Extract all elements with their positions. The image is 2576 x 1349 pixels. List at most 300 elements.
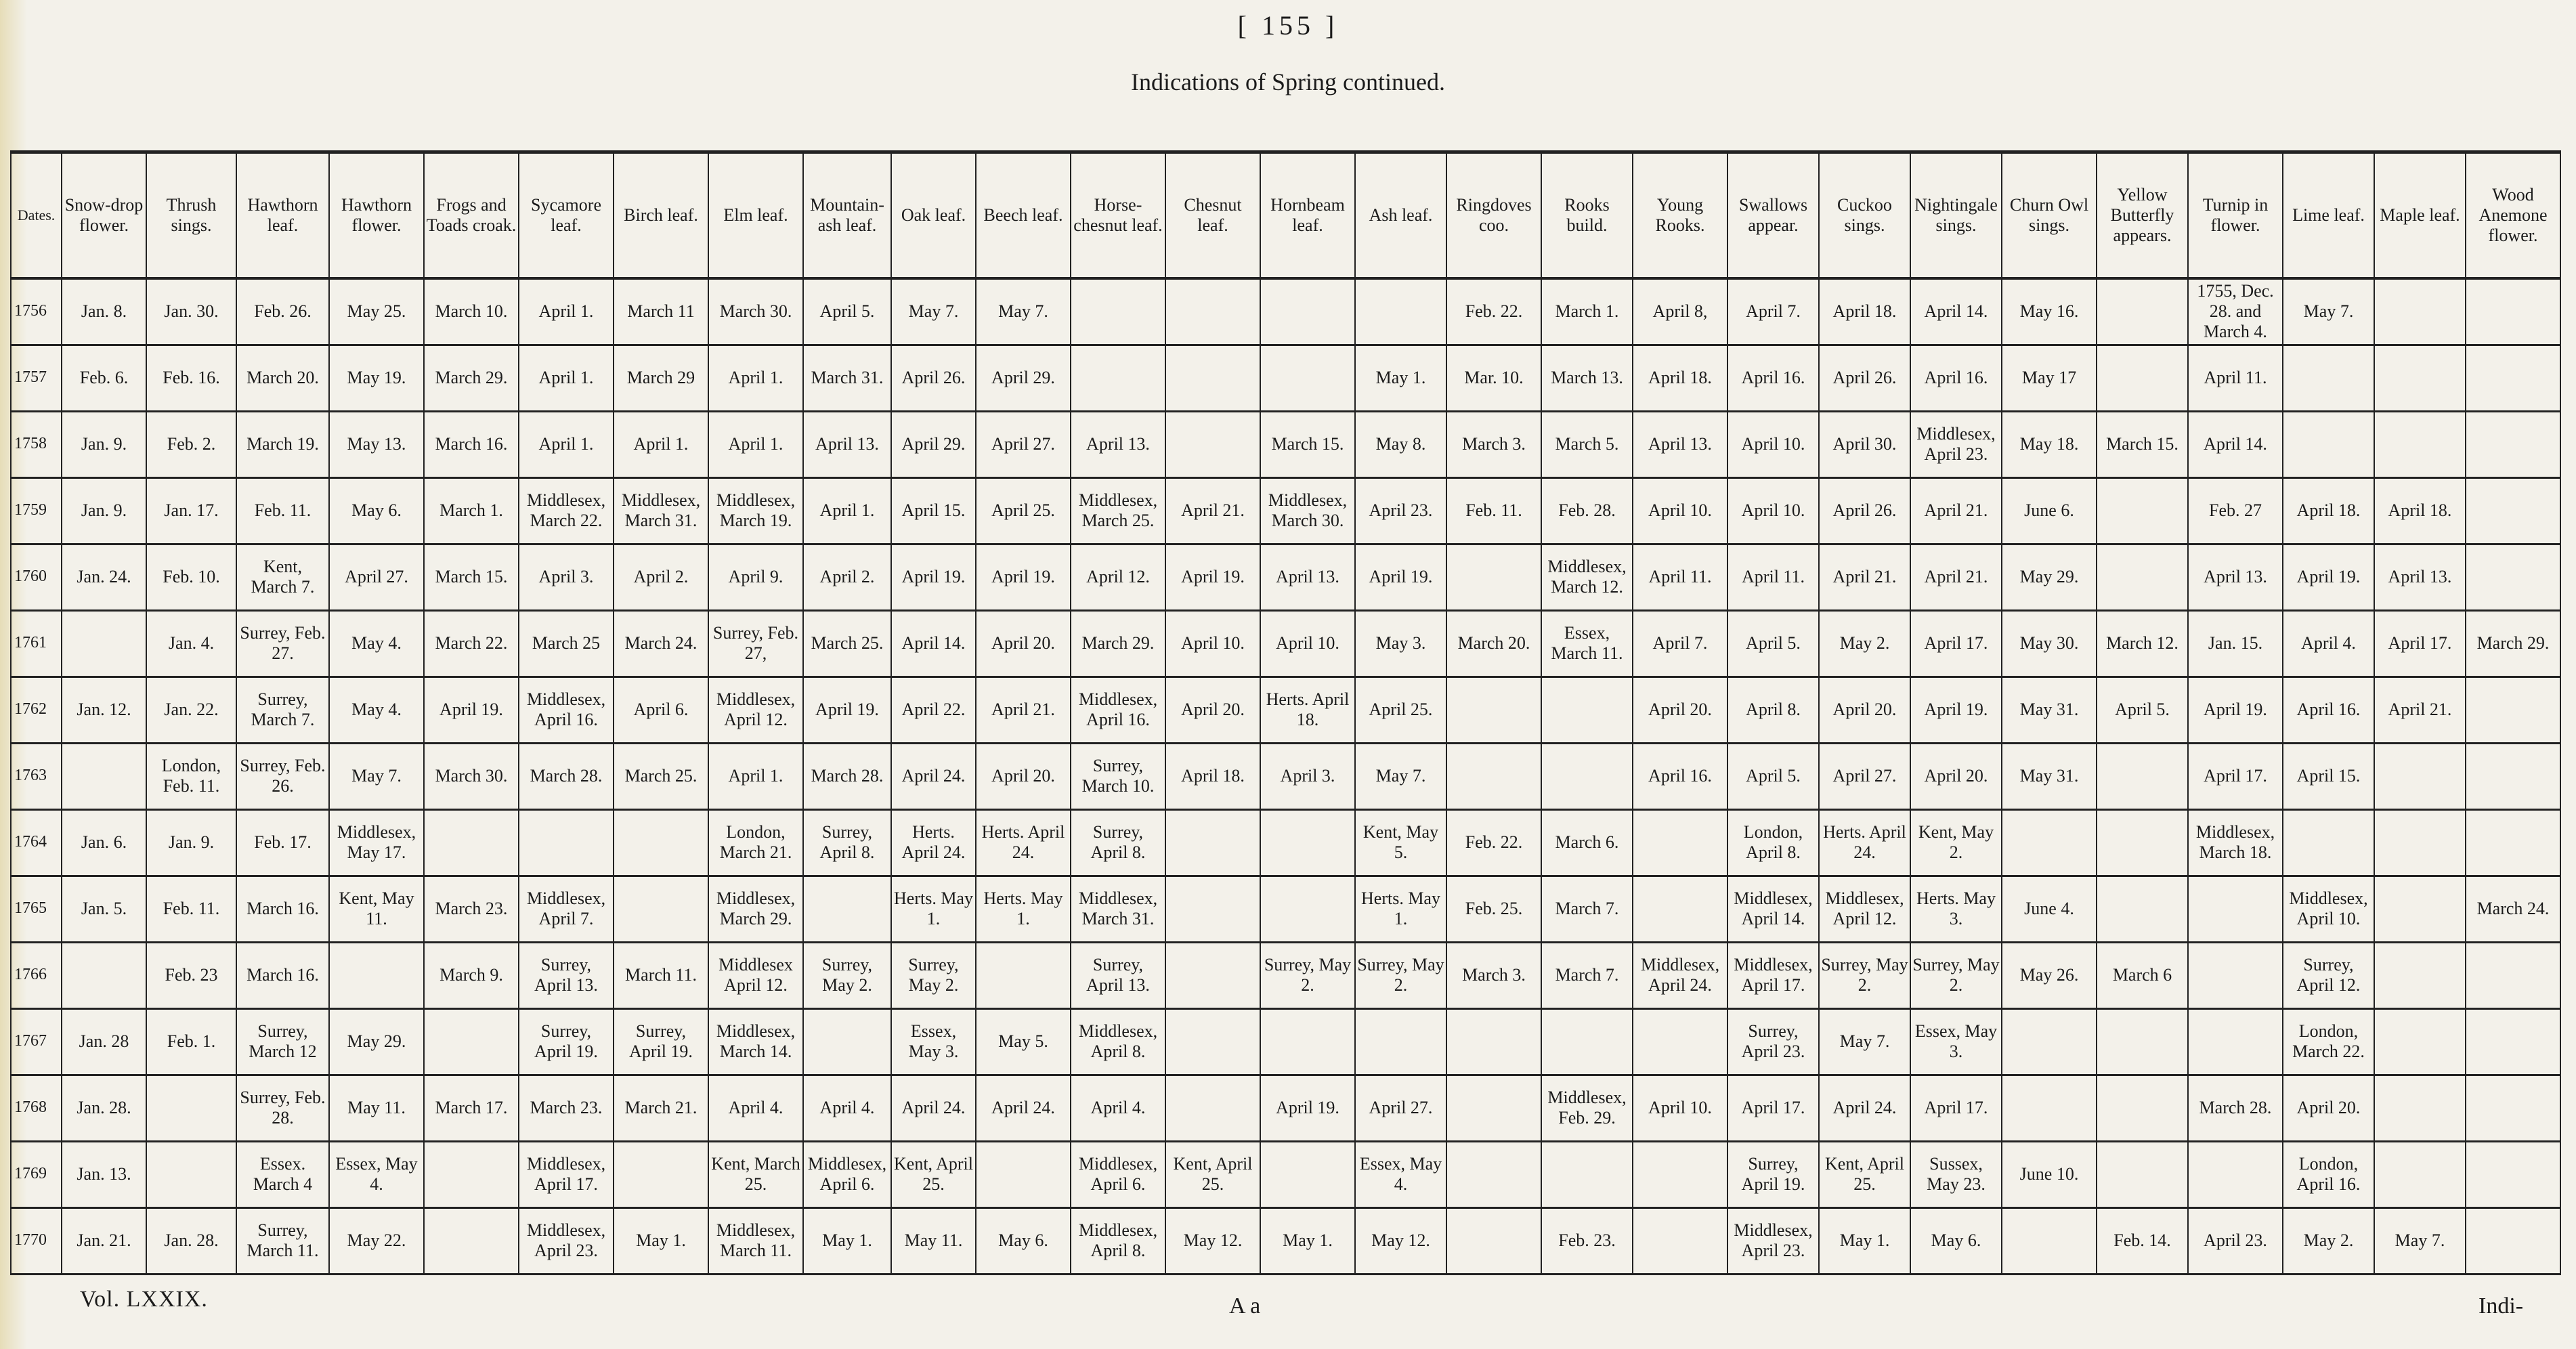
- date-cell: Feb. 11.: [146, 876, 236, 942]
- date-cell: May 25.: [329, 278, 424, 345]
- date-cell: March 17.: [424, 1075, 519, 1141]
- date-cell: April 8.: [1727, 677, 1819, 743]
- date-cell: [1541, 743, 1633, 809]
- date-cell: [2097, 1075, 2188, 1141]
- date-cell: April 11.: [1633, 544, 1727, 610]
- year-cell: 1766: [11, 942, 62, 1008]
- date-cell: Kent, April 25.: [1819, 1141, 1910, 1207]
- date-cell: March 29.: [424, 345, 519, 411]
- date-cell: May 2.: [2283, 1207, 2374, 1274]
- date-cell: May 13.: [329, 411, 424, 477]
- date-cell: March 30.: [424, 743, 519, 809]
- date-cell: Middlesex, March 14.: [708, 1008, 803, 1075]
- date-cell: April 4.: [708, 1075, 803, 1141]
- date-cell: May 5.: [976, 1008, 1071, 1075]
- date-cell: [976, 1141, 1071, 1207]
- date-cell: April 1.: [708, 345, 803, 411]
- date-cell: Jan. 9.: [146, 809, 236, 876]
- date-cell: [1260, 876, 1355, 942]
- date-cell: March 31.: [803, 345, 891, 411]
- date-cell: Sussex, May 23.: [1910, 1141, 2002, 1207]
- date-cell: [424, 1207, 519, 1274]
- date-cell: April 1.: [803, 477, 891, 544]
- date-cell: Kent, March 7.: [236, 544, 329, 610]
- date-cell: March 12.: [2097, 610, 2188, 677]
- date-cell: May 3.: [1355, 610, 1446, 677]
- date-cell: April 24.: [1819, 1075, 1910, 1141]
- date-cell: March 5.: [1541, 411, 1633, 477]
- date-cell: April 10.: [1165, 610, 1260, 677]
- date-cell: April 5.: [1727, 610, 1819, 677]
- date-cell: March 23.: [424, 876, 519, 942]
- date-cell: [1541, 1008, 1633, 1075]
- date-cell: April 7.: [1727, 278, 1819, 345]
- date-cell: Surrey, May 2.: [1355, 942, 1446, 1008]
- column-header: Oak leaf.: [891, 152, 976, 279]
- date-cell: April 5.: [2097, 677, 2188, 743]
- date-cell: April 25.: [1355, 677, 1446, 743]
- column-header: Churn Owl sings.: [2002, 152, 2097, 279]
- date-cell: Essex, May 3.: [891, 1008, 976, 1075]
- date-cell: April 17.: [2188, 743, 2283, 809]
- date-cell: March 28.: [803, 743, 891, 809]
- date-cell: [1260, 809, 1355, 876]
- date-cell: Jan. 4.: [146, 610, 236, 677]
- date-cell: Middlesex, April 8.: [1071, 1008, 1165, 1075]
- date-cell: April 24.: [976, 1075, 1071, 1141]
- date-cell: March 15.: [2097, 411, 2188, 477]
- date-cell: April 20.: [1165, 677, 1260, 743]
- date-cell: Herts. April 24.: [976, 809, 1071, 876]
- date-cell: [519, 809, 614, 876]
- date-cell: May 2.: [1819, 610, 1910, 677]
- date-cell: [146, 1075, 236, 1141]
- date-cell: April 11.: [1727, 544, 1819, 610]
- date-cell: [2374, 942, 2466, 1008]
- date-cell: [1165, 1075, 1260, 1141]
- date-cell: April 27.: [1355, 1075, 1446, 1141]
- date-cell: March 25: [519, 610, 614, 677]
- date-cell: [2374, 743, 2466, 809]
- date-cell: March 28.: [2188, 1075, 2283, 1141]
- date-cell: May 31.: [2002, 677, 2097, 743]
- column-header: Rooks build.: [1541, 152, 1633, 279]
- date-cell: April 10.: [1727, 411, 1819, 477]
- date-cell: April 20.: [2283, 1075, 2374, 1141]
- date-cell: April 1.: [519, 411, 614, 477]
- page-title: Indications of Spring continued.: [1131, 68, 1445, 95]
- date-cell: Feb. 16.: [146, 345, 236, 411]
- date-cell: March 30.: [708, 278, 803, 345]
- date-cell: Surrey, April 13.: [519, 942, 614, 1008]
- date-cell: June 10.: [2002, 1141, 2097, 1207]
- date-cell: March 15.: [424, 544, 519, 610]
- column-header: Swallows appear.: [1727, 152, 1819, 279]
- column-header: Lime leaf.: [2283, 152, 2374, 279]
- date-cell: March 22.: [424, 610, 519, 677]
- date-cell: Middlesex, April 17.: [519, 1141, 614, 1207]
- date-cell: April 16.: [1910, 345, 2002, 411]
- date-cell: [2002, 1008, 2097, 1075]
- date-cell: May 7.: [976, 278, 1071, 345]
- table-row: [11, 677, 2560, 743]
- date-cell: April 14.: [1910, 278, 2002, 345]
- date-cell: Jan. 15.: [2188, 610, 2283, 677]
- date-cell: March 16.: [236, 876, 329, 942]
- date-cell: May 12.: [1355, 1207, 1446, 1274]
- date-cell: May 6.: [976, 1207, 1071, 1274]
- date-cell: Essex. March 4: [236, 1141, 329, 1207]
- date-cell: April 18.: [2374, 477, 2466, 544]
- date-cell: [2188, 876, 2283, 942]
- table-header-row: [11, 152, 2560, 279]
- date-cell: April 10.: [1260, 610, 1355, 677]
- date-cell: [2374, 1008, 2466, 1075]
- date-cell: Middlesex, April 12.: [1819, 876, 1910, 942]
- date-cell: April 13.: [2188, 544, 2283, 610]
- date-cell: Feb. 27: [2188, 477, 2283, 544]
- date-cell: Middlesex, March 31.: [1071, 876, 1165, 942]
- date-cell: Jan. 30.: [146, 278, 236, 345]
- date-cell: London, Feb. 11.: [146, 743, 236, 809]
- date-cell: April 14.: [891, 610, 976, 677]
- column-header: Hornbeam leaf.: [1260, 152, 1355, 279]
- date-cell: [2188, 942, 2283, 1008]
- date-cell: March 25.: [803, 610, 891, 677]
- date-cell: March 6: [2097, 942, 2188, 1008]
- date-cell: [2466, 1141, 2560, 1207]
- date-cell: [2466, 278, 2560, 345]
- date-cell: [146, 1141, 236, 1207]
- date-cell: Feb. 25.: [1446, 876, 1541, 942]
- date-cell: Middlesex, March 19.: [708, 477, 803, 544]
- date-cell: Middlesex, March 29.: [708, 876, 803, 942]
- date-cell: Middlesex April 12.: [708, 942, 803, 1008]
- column-header: Chesnut leaf.: [1165, 152, 1260, 279]
- date-cell: March 1.: [424, 477, 519, 544]
- date-cell: April 27.: [1819, 743, 1910, 809]
- date-cell: Herts. May 1.: [891, 876, 976, 942]
- date-cell: April 1.: [519, 345, 614, 411]
- date-cell: Feb. 2.: [146, 411, 236, 477]
- date-cell: [2097, 1008, 2188, 1075]
- date-cell: April 30.: [1819, 411, 1910, 477]
- date-cell: [2466, 1008, 2560, 1075]
- date-cell: [2002, 1075, 2097, 1141]
- year-cell: 1770: [11, 1207, 62, 1274]
- date-cell: London, April 8.: [1727, 809, 1819, 876]
- date-cell: April 22.: [891, 677, 976, 743]
- date-cell: June 6.: [2002, 477, 2097, 544]
- date-cell: May 17: [2002, 345, 2097, 411]
- date-cell: [2188, 1008, 2283, 1075]
- date-cell: London, March 21.: [708, 809, 803, 876]
- date-cell: March 10.: [424, 278, 519, 345]
- date-cell: [1633, 876, 1727, 942]
- date-cell: April 18.: [2283, 477, 2374, 544]
- date-cell: Herts. April 24.: [1819, 809, 1910, 876]
- date-cell: Essex, March 11.: [1541, 610, 1633, 677]
- date-cell: May 6.: [1910, 1207, 2002, 1274]
- date-cell: Herts. April 18.: [1260, 677, 1355, 743]
- date-cell: [62, 942, 146, 1008]
- date-cell: Surrey, Feb. 28.: [236, 1075, 329, 1141]
- date-cell: Jan. 24.: [62, 544, 146, 610]
- page-number: [ 155 ]: [1237, 10, 1339, 41]
- date-cell: Feb. 23.: [1541, 1207, 1633, 1274]
- date-cell: March 7.: [1541, 942, 1633, 1008]
- date-cell: May 26.: [2002, 942, 2097, 1008]
- date-cell: May 8.: [1355, 411, 1446, 477]
- date-cell: April 7.: [1633, 610, 1727, 677]
- date-cell: Essex, May 4.: [329, 1141, 424, 1207]
- date-cell: Feb. 6.: [62, 345, 146, 411]
- date-cell: April 12.: [1071, 544, 1165, 610]
- date-cell: Middlesex, March 18.: [2188, 809, 2283, 876]
- year-cell: 1762: [11, 677, 62, 743]
- date-cell: [2283, 411, 2374, 477]
- date-cell: [1446, 1207, 1541, 1274]
- date-cell: Jan. 9.: [62, 411, 146, 477]
- date-cell: Herts. April 24.: [891, 809, 976, 876]
- date-cell: April 3.: [519, 544, 614, 610]
- date-cell: May 31.: [2002, 743, 2097, 809]
- date-cell: 1755, Dec. 28. and March 4.: [2188, 278, 2283, 345]
- date-cell: [1260, 345, 1355, 411]
- date-cell: April 10.: [1727, 477, 1819, 544]
- date-cell: Essex, May 3.: [1910, 1008, 2002, 1075]
- date-cell: May 11.: [329, 1075, 424, 1141]
- date-cell: [2466, 477, 2560, 544]
- table-row: [11, 743, 2560, 809]
- date-cell: April 6.: [614, 677, 708, 743]
- date-cell: Surrey, May 2.: [891, 942, 976, 1008]
- date-cell: Surrey, March 10.: [1071, 743, 1165, 809]
- date-cell: [1541, 677, 1633, 743]
- column-header: Nightingale sings.: [1910, 152, 2002, 279]
- date-cell: April 19.: [976, 544, 1071, 610]
- date-cell: Feb. 17.: [236, 809, 329, 876]
- date-cell: [62, 743, 146, 809]
- date-cell: April 16.: [1633, 743, 1727, 809]
- column-header: Ash leaf.: [1355, 152, 1446, 279]
- table-row: [11, 1141, 2560, 1207]
- column-header: Elm leaf.: [708, 152, 803, 279]
- date-cell: March 28.: [519, 743, 614, 809]
- table-row: [11, 411, 2560, 477]
- date-cell: May 30.: [2002, 610, 2097, 677]
- table-row: [11, 345, 2560, 411]
- date-cell: Feb. 10.: [146, 544, 236, 610]
- date-cell: April 19.: [1260, 1075, 1355, 1141]
- column-header: Cuckoo sings.: [1819, 152, 1910, 279]
- date-cell: [614, 809, 708, 876]
- date-cell: April 5.: [1727, 743, 1819, 809]
- date-cell: Kent, April 25.: [1165, 1141, 1260, 1207]
- date-cell: May 7.: [1819, 1008, 1910, 1075]
- date-cell: [976, 942, 1071, 1008]
- date-cell: March 9.: [424, 942, 519, 1008]
- date-cell: April 26.: [891, 345, 976, 411]
- date-cell: May 4.: [329, 610, 424, 677]
- date-cell: Surrey, April 13.: [1071, 942, 1165, 1008]
- date-cell: [2097, 544, 2188, 610]
- column-header: Ringdoves coo.: [1446, 152, 1541, 279]
- date-cell: March 3.: [1446, 942, 1541, 1008]
- date-cell: [614, 1141, 708, 1207]
- date-cell: March 1.: [1541, 278, 1633, 345]
- date-cell: [2097, 1141, 2188, 1207]
- date-cell: March 20.: [236, 345, 329, 411]
- date-cell: April 19.: [803, 677, 891, 743]
- date-cell: April 13.: [803, 411, 891, 477]
- date-cell: Kent, April 25.: [891, 1141, 976, 1207]
- date-cell: April 10.: [1633, 477, 1727, 544]
- signature-mark: A a: [1229, 1293, 1261, 1319]
- date-cell: April 27.: [976, 411, 1071, 477]
- date-cell: Middlesex, April 10.: [2283, 876, 2374, 942]
- date-cell: April 13.: [1260, 544, 1355, 610]
- date-cell: April 2.: [803, 544, 891, 610]
- year-cell: 1760: [11, 544, 62, 610]
- date-cell: Surrey, March 11.: [236, 1207, 329, 1274]
- date-cell: March 19.: [236, 411, 329, 477]
- date-cell: Middlesex, March 22.: [519, 477, 614, 544]
- date-cell: [1260, 1008, 1355, 1075]
- date-cell: Jan. 28.: [62, 1075, 146, 1141]
- date-cell: April 10.: [1633, 1075, 1727, 1141]
- date-cell: [1071, 278, 1165, 345]
- date-cell: Surrey, April 19.: [614, 1008, 708, 1075]
- date-cell: March 23.: [519, 1075, 614, 1141]
- date-cell: May 7.: [891, 278, 976, 345]
- date-cell: May 1.: [1355, 345, 1446, 411]
- year-cell: 1756: [11, 278, 62, 345]
- date-cell: April 20.: [976, 743, 1071, 809]
- date-cell: May 1.: [803, 1207, 891, 1274]
- date-cell: April 19.: [1910, 677, 2002, 743]
- date-cell: [1446, 743, 1541, 809]
- date-cell: April 13.: [2374, 544, 2466, 610]
- date-cell: Mar. 10.: [1446, 345, 1541, 411]
- table-row: [11, 942, 2560, 1008]
- date-cell: Jan. 21.: [62, 1207, 146, 1274]
- date-cell: April 26.: [1819, 477, 1910, 544]
- date-cell: April 24.: [891, 743, 976, 809]
- date-cell: March 15.: [1260, 411, 1355, 477]
- date-cell: [2097, 876, 2188, 942]
- column-header-dates: Dates.: [11, 152, 62, 279]
- date-cell: March 29.: [2466, 610, 2560, 677]
- date-cell: May 7.: [2374, 1207, 2466, 1274]
- date-cell: Middlesex, April 14.: [1727, 876, 1819, 942]
- date-cell: Middlesex, April 6.: [803, 1141, 891, 1207]
- date-cell: [2097, 345, 2188, 411]
- date-cell: Middlesex, March 31.: [614, 477, 708, 544]
- column-header: Thrush sings.: [146, 152, 236, 279]
- date-cell: Feb. 26.: [236, 278, 329, 345]
- date-cell: Surrey, March 7.: [236, 677, 329, 743]
- date-cell: April 20.: [1633, 677, 1727, 743]
- date-cell: April 21.: [1819, 544, 1910, 610]
- date-cell: March 13.: [1541, 345, 1633, 411]
- date-cell: [1260, 1141, 1355, 1207]
- date-cell: April 15.: [2283, 743, 2374, 809]
- date-cell: March 11.: [614, 942, 708, 1008]
- date-cell: Middlesex, April 7.: [519, 876, 614, 942]
- date-cell: May 29.: [329, 1008, 424, 1075]
- date-cell: April 19.: [1355, 544, 1446, 610]
- date-cell: April 9.: [708, 544, 803, 610]
- date-cell: April 27.: [329, 544, 424, 610]
- year-cell: 1768: [11, 1075, 62, 1141]
- date-cell: April 20.: [1910, 743, 2002, 809]
- date-cell: [1165, 1008, 1260, 1075]
- date-cell: Feb. 22.: [1446, 809, 1541, 876]
- date-cell: [424, 809, 519, 876]
- date-cell: Jan. 22.: [146, 677, 236, 743]
- date-cell: March 11: [614, 278, 708, 345]
- date-cell: April 19.: [891, 544, 976, 610]
- table-row: [11, 1008, 2560, 1075]
- date-cell: Surrey, Feb. 27,: [708, 610, 803, 677]
- date-cell: Surrey, April 12.: [2283, 942, 2374, 1008]
- date-cell: April 4.: [1071, 1075, 1165, 1141]
- date-cell: Middlesex, April 23.: [519, 1207, 614, 1274]
- column-header: Yellow Butterfly appears.: [2097, 152, 2188, 279]
- date-cell: April 20.: [976, 610, 1071, 677]
- date-cell: April 15.: [891, 477, 976, 544]
- date-cell: May 4.: [329, 677, 424, 743]
- column-header: Turnip in flower.: [2188, 152, 2283, 279]
- year-cell: 1765: [11, 876, 62, 942]
- date-cell: April 3.: [1260, 743, 1355, 809]
- date-cell: [2466, 411, 2560, 477]
- date-cell: [1355, 278, 1446, 345]
- date-cell: March 6.: [1541, 809, 1633, 876]
- date-cell: [1165, 942, 1260, 1008]
- date-cell: March 24.: [2466, 876, 2560, 942]
- date-cell: [2374, 876, 2466, 942]
- indications-of-spring-table: [10, 150, 2561, 1275]
- date-cell: May 11.: [891, 1207, 976, 1274]
- date-cell: April 17.: [1910, 1075, 2002, 1141]
- date-cell: Feb. 23: [146, 942, 236, 1008]
- date-cell: [1446, 1008, 1541, 1075]
- date-cell: April 18.: [1633, 345, 1727, 411]
- date-cell: April 13.: [1633, 411, 1727, 477]
- date-cell: [2097, 278, 2188, 345]
- date-cell: [2374, 411, 2466, 477]
- date-cell: [2466, 345, 2560, 411]
- date-cell: [1165, 411, 1260, 477]
- date-cell: [424, 1008, 519, 1075]
- date-cell: April 14.: [2188, 411, 2283, 477]
- date-cell: Middlesex, April 12.: [708, 677, 803, 743]
- date-cell: [1446, 677, 1541, 743]
- date-cell: Kent, May 11.: [329, 876, 424, 942]
- date-cell: Jan. 17.: [146, 477, 236, 544]
- date-cell: Jan. 5.: [62, 876, 146, 942]
- date-cell: Middlesex, April 17.: [1727, 942, 1819, 1008]
- date-cell: Middlesex, March 11.: [708, 1207, 803, 1274]
- date-cell: March 25.: [614, 743, 708, 809]
- date-cell: [1260, 278, 1355, 345]
- year-cell: 1769: [11, 1141, 62, 1207]
- date-cell: March 24.: [614, 610, 708, 677]
- column-header: Sycamore leaf.: [519, 152, 614, 279]
- date-cell: May 7.: [329, 743, 424, 809]
